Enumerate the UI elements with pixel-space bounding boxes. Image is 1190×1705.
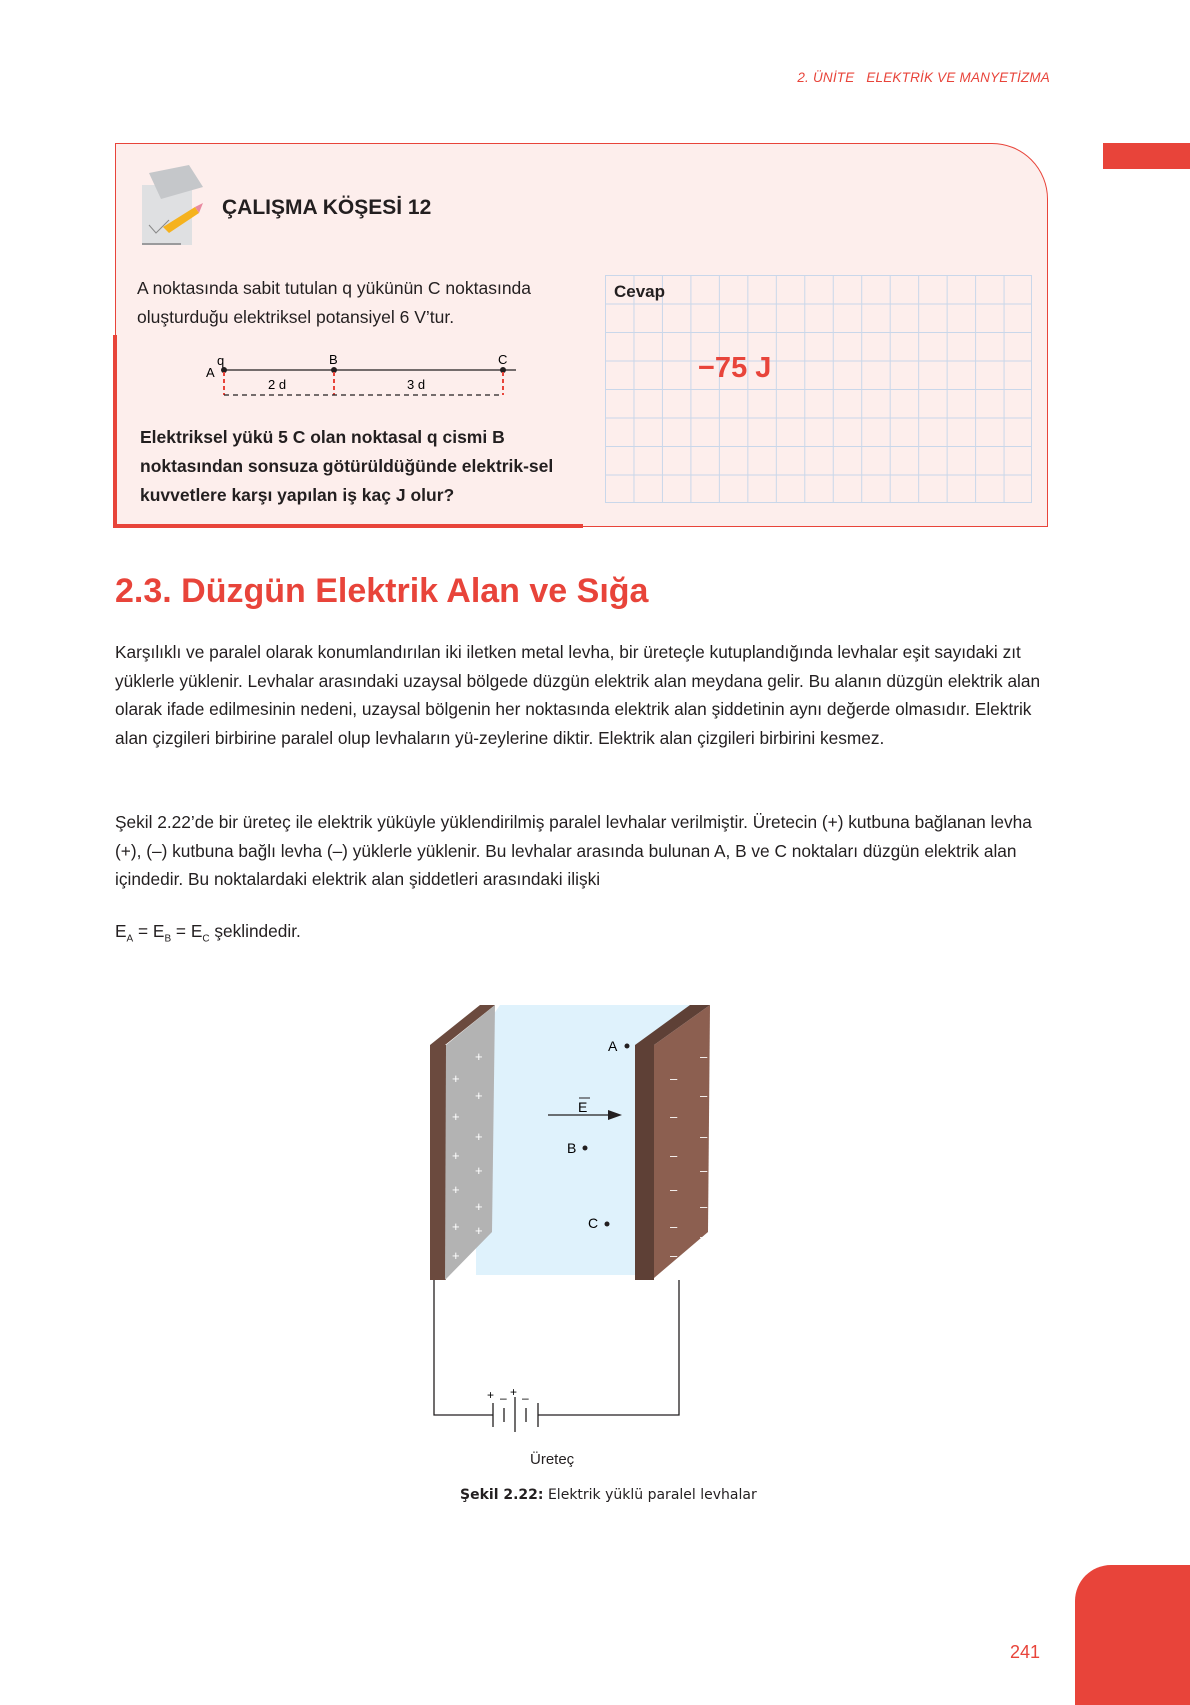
parallel-plates-figure <box>430 1000 730 1450</box>
minus-charge: – <box>700 1088 708 1103</box>
plus-charge: + <box>452 1109 460 1124</box>
svg-text:–: – <box>500 1391 507 1405</box>
page-number: 241 <box>1010 1642 1041 1662</box>
plus-charge: + <box>452 1248 460 1263</box>
paragraph-1: Karşılıklı ve paralel olarak konumlandırılan iki iletken metal levha, bir üreteçle kutuplandığında levhalar eşit sayıdaki zıt yüklerle yüklenir. Levhalar arasındaki uzaysal bölgede düzgün elektrik alan meydana gelir. Bu alanın düzgün elektrik alan olarak ifade edilmesinin nedeni, uzaysal bölgenin her noktasında elektrik alan şiddetinin aynı değerde olmasıdır. Elektrik alan çizgileri birbirine paralel olup levhaların yü-zeylerine diktir. Elektrik alan çizgileri birbirini kesmez. <box>115 642 1041 748</box>
figure-caption: Şekil 2.22: Elektrik yüklü paralel levhalar <box>460 1487 757 1503</box>
plus-charge: + <box>475 1129 483 1144</box>
label-a: A <box>206 365 215 380</box>
question-text: Elektriksel yükü 5 C olan noktasal q cismi B noktasından sonsuza götürüldüğünde elektrik-sel kuvvetlere karşı yapılan iş kaç J olur? <box>140 427 554 505</box>
point-c-label: C <box>588 1215 599 1231</box>
plus-charge: + <box>475 1088 483 1103</box>
circuit-wires <box>434 1280 679 1432</box>
answer-label: Cevap <box>614 282 666 301</box>
answer-value: −75 J <box>698 352 772 384</box>
distance-diagram <box>200 350 530 400</box>
point-c <box>605 1222 610 1227</box>
svg-text:–: – <box>522 1391 529 1405</box>
running-header <box>797 70 1050 85</box>
section-title: 2.3. Düzgün Elektrik Alan ve Sığa <box>115 572 649 610</box>
plus-charge: + <box>475 1163 483 1178</box>
plus-charge: + <box>452 1071 460 1086</box>
minus-charge: – <box>670 1148 678 1163</box>
minus-charge: – <box>700 1199 708 1214</box>
svg-text:+: + <box>510 1385 518 1399</box>
plus-charge: + <box>452 1182 460 1197</box>
minus-charge: – <box>670 1071 678 1086</box>
minus-charge: – <box>700 1163 708 1178</box>
plus-charge: + <box>475 1223 483 1238</box>
point-b <box>583 1146 588 1151</box>
field-label: E <box>578 1099 588 1115</box>
chapter-tab <box>1103 143 1190 169</box>
minus-charge: – <box>670 1182 678 1197</box>
distance-ab: 2 d <box>268 377 287 392</box>
field-equation: $E_A = E_B = E_C$ şeklindedir. <box>115 921 301 945</box>
label-q: q <box>217 353 225 368</box>
plus-charge: + <box>452 1148 460 1163</box>
label-c: C <box>498 352 508 367</box>
minus-charge: – <box>670 1109 678 1124</box>
plus-charge: + <box>452 1219 460 1234</box>
pencil-paper-icon <box>141 165 203 252</box>
minus-charge: – <box>670 1248 678 1263</box>
paragraph-2: Şekil 2.22’de bir üreteç ile elektrik yüküyle yüklendirilmiş paralel levhalar verilmiştir. Üretecin (+) kutbuna bağlanan levha (+), (–) kutbuna bağlı levha (–) yüklerle yüklenir. Bu levhalar arasında bulunan A, B ve C noktaları düzgün elektrik alan içindedir. Bu noktalardaki elektrik alan şiddetleri arasındaki ilişki <box>115 812 1032 890</box>
label-b: B <box>329 352 338 367</box>
answer-grid <box>605 275 1032 503</box>
accent-bar <box>113 335 117 528</box>
distance-bc: 3 d <box>407 377 426 392</box>
plus-charge: + <box>475 1199 483 1214</box>
question-intro: A noktasında sabit tutulan q yükünün C noktasında oluşturduğu elektriksel potansiyel 6 V’tur. <box>137 278 532 327</box>
point-a <box>625 1044 630 1049</box>
minus-charge: – <box>700 1229 708 1244</box>
page-corner-decoration <box>1075 1565 1190 1705</box>
minus-charge: – <box>700 1129 708 1144</box>
unit-label: 2. ÜNİTE <box>797 70 855 85</box>
point-b-label: B <box>567 1140 577 1156</box>
point-a-label: A <box>608 1038 618 1054</box>
accent-bar-bottom <box>113 524 583 528</box>
minus-charge: – <box>700 1049 708 1064</box>
minus-charge: – <box>670 1219 678 1234</box>
box-title: ÇALIŞMA KÖŞESİ 12 <box>222 196 432 219</box>
unit-title: ELEKTRİK VE MANYETİZMA <box>866 70 1050 85</box>
plus-charge: + <box>475 1049 483 1064</box>
svg-text:+: + <box>487 1388 495 1402</box>
source-label: Üreteç <box>530 1451 575 1468</box>
